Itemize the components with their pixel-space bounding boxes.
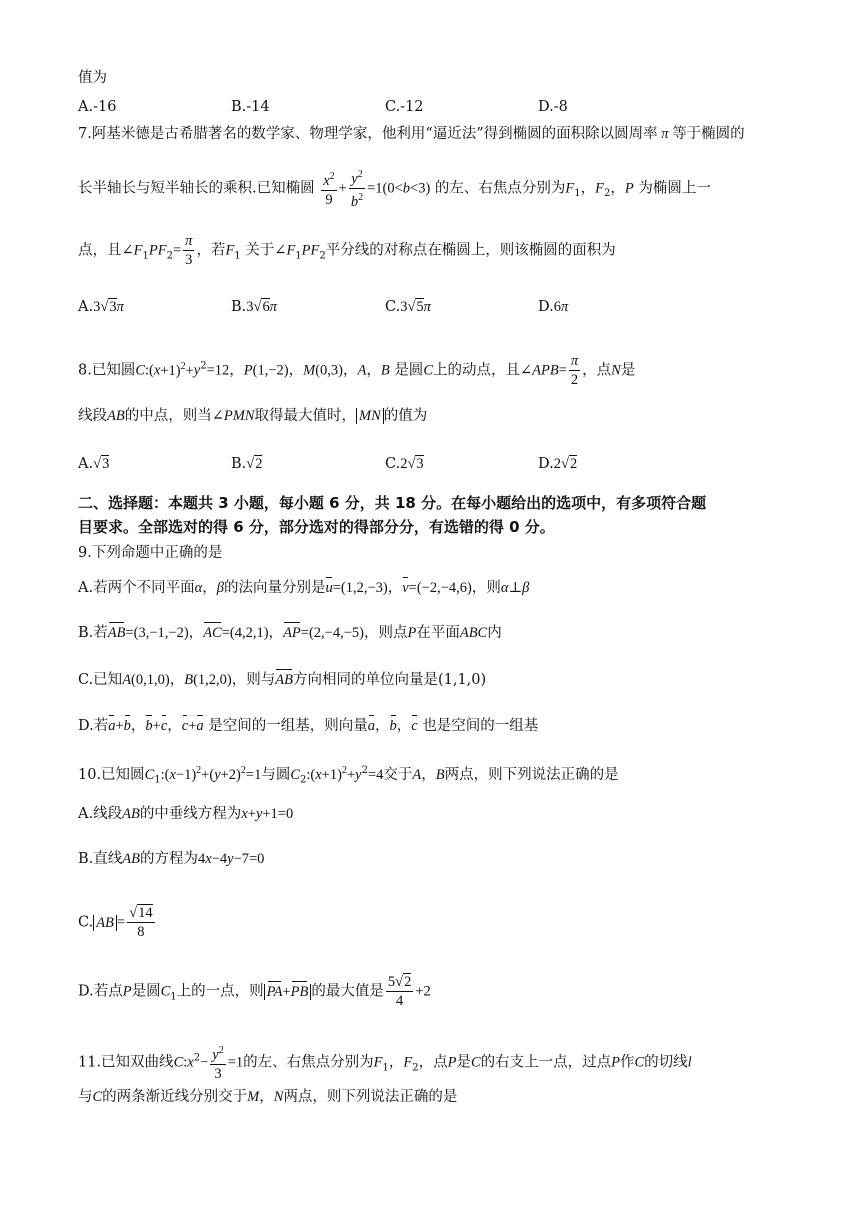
q8-line-2: 线段AB的中点，则当∠PMN取得最大值时， MN 的值为 bbox=[78, 408, 428, 424]
ellipse-y-term: $\frac{y^2}{b^2}$ bbox=[350, 169, 364, 210]
q7-option-b: B.3√6π bbox=[231, 299, 277, 315]
section2-heading-line-2: 目要求。全部选对的得 6 分，部分选对的得部分分，有选错的得 0 分。 bbox=[78, 518, 555, 536]
q9-option-c: C.已知A(0,1,0)，B(1,2,0)，则与AB方向相同的单位向量是(1,1,0) bbox=[78, 672, 487, 688]
q10-option-b: B.直线AB的方程为4x−4y−7=0 bbox=[78, 851, 265, 867]
q9-option-d: D.若a+b，b+c，c+a 是空间的一组基，则向量a，b，c 也是空间的一组基 bbox=[78, 718, 539, 734]
q7-line-1: 7.阿基米德是古希腊著名的数学家、物理学家，他利用“逼近法”得到椭圆的面积除以圆周率 π 等于椭圆的 bbox=[78, 126, 745, 142]
q6-option-c: C.-12 bbox=[385, 99, 424, 115]
q9-option-a: A.若两个不同平面α，β的法向量分别是u=(1,2,−3)，v=(−2,−4,6)，则α⊥β bbox=[78, 580, 530, 596]
q10-stem: 10.已知圆$C_1:(x-1)^2+(y+2)^2=1$与圆$C_2:(x+1)^2+y^2=4$交于A，B两点，则下列说法正确的是 bbox=[78, 765, 619, 786]
q10-option-c: C. AB = $\frac{√14}{8}$ bbox=[78, 905, 153, 940]
q7-option-a: A.3√3π bbox=[78, 299, 124, 315]
q9-stem: 9.下列命题中正确的是 bbox=[78, 545, 223, 561]
q6-option-a: A.-16 bbox=[78, 99, 117, 115]
q6-option-b: B.-14 bbox=[231, 99, 270, 115]
q7-option-d: D.6π bbox=[538, 299, 569, 315]
q11-line-1: 11.已知双曲线$C:x^2-$ $\frac{y^2}{3}$ =1的左、右焦点分别为$F_1$，$F_2$，点P是C的右支上一点，过点P作C的切线l bbox=[78, 1045, 692, 1082]
q6-tail: 值为 bbox=[78, 70, 107, 86]
q11-line-2: 与C的两条渐近线分别交于M，N两点，则下列说法正确的是 bbox=[78, 1089, 458, 1105]
q9-option-b: B.若AB=(3,−1,−2)，AC=(4,2,1)，AP=(2,−4,−5)，则点P在平面ABC内 bbox=[78, 625, 502, 641]
q8-option-c: C.2√3 bbox=[385, 456, 424, 472]
q8-option-b: B.√2 bbox=[231, 456, 263, 472]
q7-line-2: 长半轴长与短半轴长的乘积.已知椭圆 $\frac{x^2}{9}$ + $\frac{y^2}{b^2}$ =1(0<b<3) 的左、右焦点分别为$F_1$，$F_2$，P 为椭圆上一 bbox=[78, 166, 711, 211]
ellipse-x-term: $\frac{x^2}{9}$ bbox=[323, 170, 335, 208]
q8-option-d: D.2√2 bbox=[538, 456, 578, 472]
q8-line-1: 8.已知圆$C:(x+1)^2+y^2=12$，P(1,−2)，M(0,3)，A，B 是圆C上的动点，且∠APB= $\frac{\pi}{2}$ ，点N是 bbox=[78, 353, 636, 388]
q10-option-a: A.线段AB的中垂线方程为x+y+1=0 bbox=[78, 806, 294, 822]
q6-option-d: D.-8 bbox=[538, 99, 568, 115]
q7-option-c: C.3√5π bbox=[385, 299, 431, 315]
q10-option-d: D.若点P是圆$C_1$上的一点，则 PA+PB 的最大值是 $\frac{5√2}{4}$ +2 bbox=[78, 974, 431, 1009]
q7-line-3: 点，且$\angle F_1PF_2=$ $\frac{\pi}{3}$ ，若$F_1$ 关于$\angle F_1PF_2$平分线的对称点在椭圆上，则该椭圆的面积为 bbox=[78, 233, 616, 268]
q8-option-a: A.√3 bbox=[78, 456, 110, 472]
section2-heading-line-1: 二、选择题：本题共 3 小题，每小题 6 分，共 18 分。在每小题给出的选项中，有多项符合题 bbox=[78, 494, 707, 512]
